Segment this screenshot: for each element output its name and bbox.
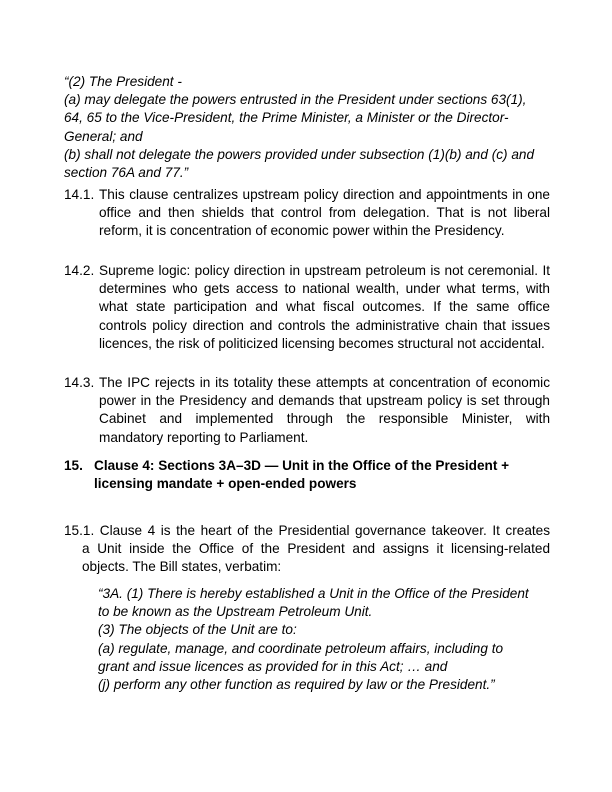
section-number: 15.	[64, 458, 83, 473]
quoted-provision-president	[64, 73, 554, 182]
paragraph-text: The IPC rejects in its totality these attempts at concentration of economic power in the Presidency and demands that upstream policy is set through Cabinet and implemented through the responsible Minister, with mandatory reporting to Parliament.	[99, 375, 550, 445]
quote-line: General; and	[64, 128, 143, 144]
section-title: Clause 4: Sections 3A–3D — Unit in the Office of the President + licensing mandate + open-ended powers	[94, 458, 510, 492]
quote-line: (3) The objects of the Unit are to:	[98, 622, 297, 638]
quote-line: (a) may delegate the powers entrusted in the President under sections 63(1),	[64, 92, 527, 108]
quote-line: grant and issue licences as provided for in this Act; … and	[98, 658, 448, 674]
paragraph-first-line	[64, 522, 550, 540]
quote-line: (j) perform any other function as required by law or the President.”	[98, 677, 495, 693]
quote-line: 64, 65 to the Vice-President, the Prime Minister, a Minister or the Director-	[64, 110, 509, 126]
paragraph-14-3	[64, 374, 550, 447]
quoted-provision-unit	[98, 585, 550, 694]
paragraph-14-1	[64, 186, 550, 241]
quote-line: “(2) The President -	[64, 74, 182, 89]
paragraph-14-2	[64, 262, 550, 353]
paragraph-number: 14.1.	[64, 187, 95, 202]
quote-line: (a) regulate, manage, and coordinate petroleum affairs, including to	[98, 640, 504, 656]
paragraph-text: This clause centralizes upstream policy direction and appointments in one office and then shields that control from delegation. That is not liberal reform, it is concentration of economic power within the Presidency.	[99, 187, 550, 239]
paragraph-continuation: a Unit inside the Office of the President and assigns it licensing-related objects. The Bill states, verbatim:	[82, 541, 550, 575]
section-heading-15	[64, 457, 554, 493]
paragraph-15-1	[64, 522, 550, 577]
paragraph-first-line-text: Clause 4 is the heart of the Presidential governance takeover. It creates	[99, 523, 551, 538]
paragraph-number: 14.3.	[64, 375, 95, 390]
paragraph-number: 15.1.	[64, 523, 95, 538]
paragraph-number: 14.2.	[64, 263, 95, 278]
quote-line: “3A. (1) There is hereby established a Unit in the Office of the President	[98, 586, 529, 601]
paragraph-text: Supreme logic: policy direction in upstream petroleum is not ceremonial. It determines who gets access to national wealth, under what terms, with what state participation and what fiscal outcomes. If the same office controls policy direction and controls the administrative chain that issues licences, the risk of politicized licensing becomes structural not accidental.	[99, 263, 550, 351]
quote-line: to be known as the Upstream Petroleum Unit.	[98, 604, 373, 620]
quote-line: (b) shall not delegate the powers provided under subsection (1)(b) and (c) and	[64, 146, 535, 162]
quote-line: section 76A and 77.”	[64, 165, 189, 181]
